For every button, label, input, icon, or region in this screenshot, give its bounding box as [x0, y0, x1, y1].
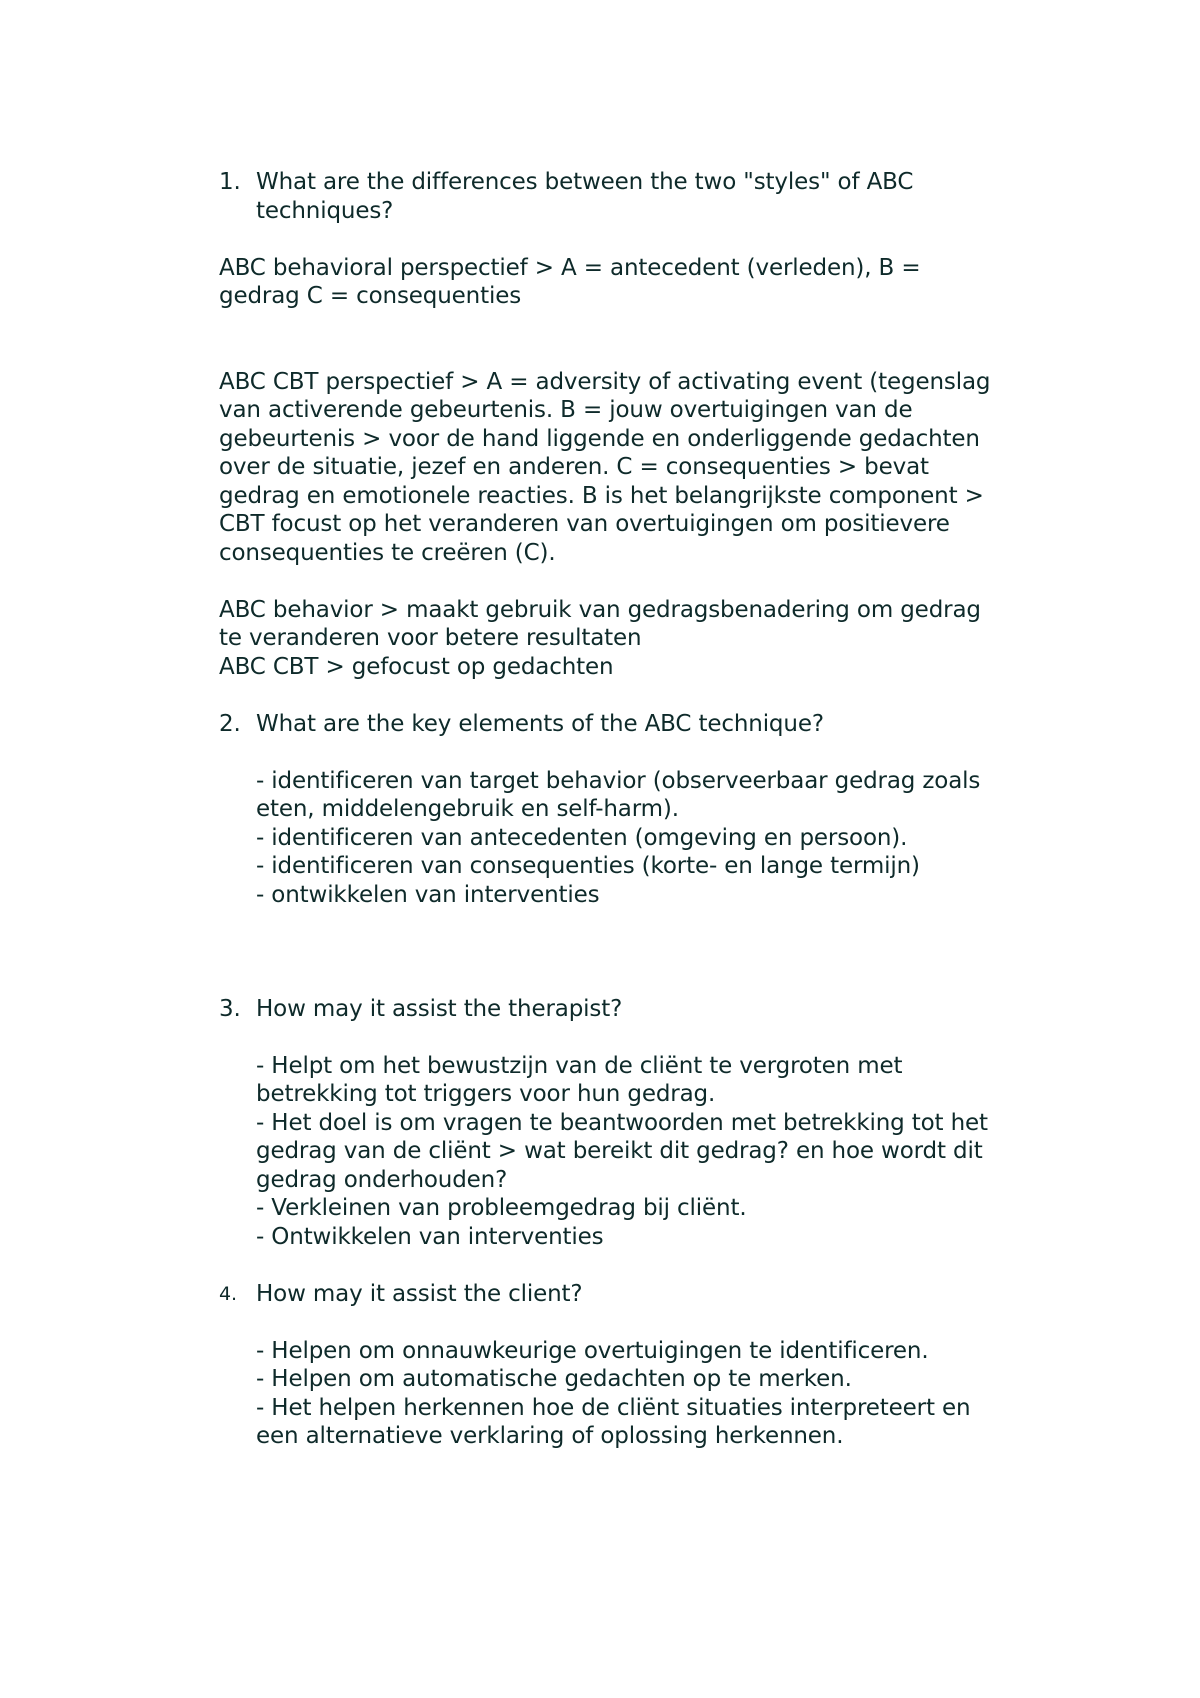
text-line: - Verkleinen van probleemgedrag bij cliënt. — [256, 1195, 747, 1221]
text-line: - Ontwikkelen van interventies — [256, 1223, 604, 1250]
text-line: gedrag C = consequenties — [219, 283, 522, 309]
answer-1-summary — [219, 596, 1059, 682]
text-line: - identificeren van target behavior (observeerbaar gedrag zoals — [256, 767, 981, 794]
question-text — [256, 168, 1056, 225]
question-number: 1. — [219, 169, 241, 195]
text-line: techniques? — [256, 197, 394, 224]
text-line: gedrag onderhouden? — [256, 1166, 508, 1193]
text-line: What are the key elements of the ABC technique? — [256, 710, 824, 737]
text-line: ABC CBT > gefocust op gedachten — [219, 653, 614, 680]
text-line: te veranderen voor betere resultaten — [219, 625, 642, 651]
text-line: ABC behavior > maakt gebruik van gedragsbenadering om gedrag — [219, 596, 981, 623]
text-line: CBT focust op het veranderen van overtuigingen om positievere — [219, 511, 950, 537]
text-line: gebeurtenis > voor de hand liggende en onderliggende gedachten — [219, 425, 980, 452]
text-line: - Helpt om het bewustzijn van de cliënt te vergroten met — [256, 1052, 903, 1079]
text-line: - Het doel is om vragen te beantwoorden met betrekking tot het — [256, 1109, 988, 1136]
question-4 — [219, 1280, 1099, 1309]
text-line: - Helpen om onnauwkeurige overtuigingen te identificeren. — [256, 1337, 929, 1364]
answer-3 — [256, 1052, 1056, 1252]
question-text — [256, 710, 1056, 739]
question-2 — [219, 710, 1099, 739]
document-body — [219, 168, 1099, 1451]
text-line: - ontwikkelen van interventies — [256, 881, 600, 908]
text-line: van activerende gebeurtenis. B = jouw overtuigingen van de — [219, 397, 913, 423]
text-line: gedrag van de cliënt > wat bereikt dit gedrag? en hoe wordt dit — [256, 1138, 983, 1164]
answer-4 — [256, 1337, 1056, 1451]
question-text — [256, 1280, 1056, 1309]
question-number: 2. — [219, 710, 241, 737]
answer-1-cbt — [219, 368, 1059, 568]
text-line: consequenties te creëren (C). — [219, 539, 556, 566]
answer-2 — [256, 767, 1056, 910]
text-line: een alternatieve verklaring of oplossing herkennen. — [256, 1423, 844, 1449]
text-line: betrekking tot triggers voor hun gedrag. — [256, 1081, 716, 1107]
question-1 — [219, 168, 1099, 225]
text-line: How may it assist the client? — [256, 1280, 583, 1307]
text-line: ABC CBT perspectief > A = adversity of activating event (tegenslag — [219, 368, 991, 395]
text-line: eten, middelengebruik en self-harm). — [256, 796, 679, 822]
text-line: - identificeren van antecedenten (omgeving en persoon). — [256, 824, 908, 851]
question-number: 4. — [219, 1282, 237, 1305]
text-line: over de situatie, jezef en anderen. C = consequenties > bevat — [219, 454, 929, 480]
question-text — [256, 995, 1056, 1024]
text-line: - Het helpen herkennen hoe de cliënt situaties interpreteert en — [256, 1394, 971, 1421]
text-line: How may it assist the therapist? — [256, 995, 623, 1022]
text-line: gedrag en emotionele reacties. B is het belangrijkste component > — [219, 482, 984, 509]
question-3 — [219, 995, 1099, 1024]
text-line: - identificeren van consequenties (korte- en lange termijn) — [256, 853, 920, 879]
text-line: What are the differences between the two "styles" of ABC — [256, 169, 914, 195]
text-line: - Helpen om automatische gedachten op te merken. — [256, 1366, 852, 1392]
answer-1-behavioral — [219, 254, 1059, 311]
text-line: ABC behavioral perspectief > A = antecedent (verleden), B = — [219, 254, 921, 281]
question-number: 3. — [219, 995, 241, 1022]
